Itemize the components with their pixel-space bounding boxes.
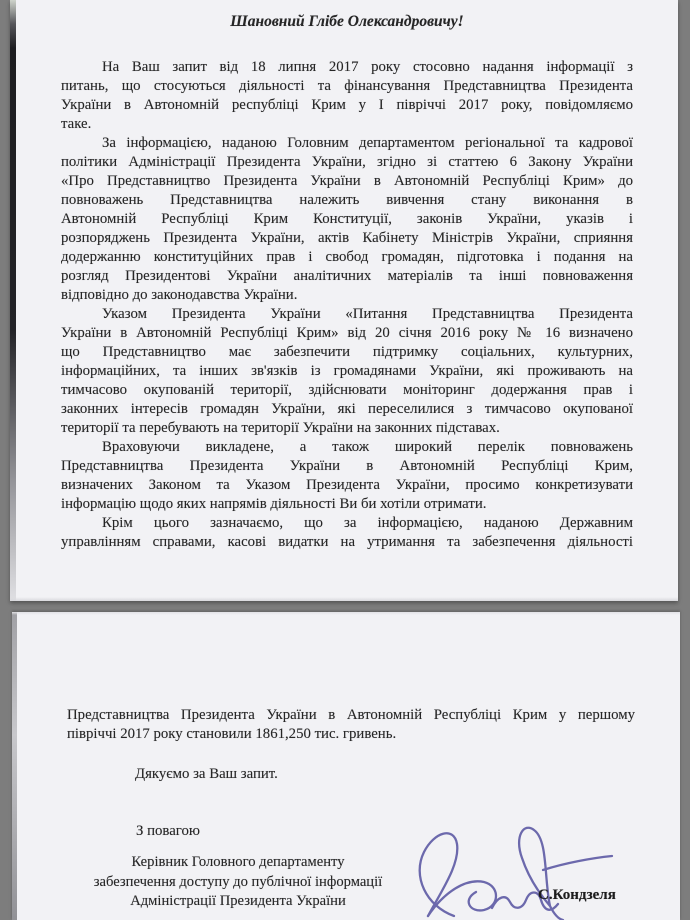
closing-line: З повагою: [136, 823, 200, 839]
text-line: таке.: [61, 116, 92, 132]
text-line: На Ваш запит від 18 липня 2017 року стосовно надання інформації з: [102, 59, 633, 75]
signature-strokes: [420, 828, 612, 920]
text-line: За інформацією, наданою Головним департаментом регіональної та кадрової: [102, 135, 633, 151]
signoff-line: Керівник Головного департаменту: [131, 854, 345, 870]
letter-page-1: [10, 0, 678, 601]
text-line: визначених Законом та Указом Президента України, просимо конкретизувати: [61, 477, 633, 493]
text-line: України в Автономній республіці Крим у І півріччі 2017 року, повідомляємо: [61, 97, 633, 113]
text-line: відповідно до законодавства України.: [61, 287, 298, 303]
signoff-block: [78, 853, 398, 912]
text-line: Крім цього зазначаємо, що за інформацією, наданою Державним: [102, 515, 633, 531]
text-line: розпоряджень Президента України, актів Кабінету Міністрів України, сприяння: [61, 230, 633, 246]
letter-body-page2: [67, 706, 635, 744]
text-line: інформацію щодо яких напрямів діяльності Ви би хотіли отримати.: [61, 496, 487, 512]
thanks-line: Дякуємо за Ваш запит.: [135, 766, 278, 782]
text-line: «Про Представництво Президента України в Автономній Республіці Крим» до: [61, 173, 633, 189]
signer-name: С.Кондзеля: [538, 887, 616, 903]
text-line: розгляд Президентові України аналітичних матеріалів та інші повноваження: [61, 268, 633, 284]
text-line: Автономній Республіці Крим Конституції, законів України, указів і: [61, 211, 633, 227]
text-line: тимчасово окупованій території, здійснювати моніторинг додержання прав і: [61, 382, 633, 398]
salutation: Шановний Глібе Олександровичу!: [230, 13, 464, 30]
signoff-line: Адміністрації Президента України: [130, 893, 346, 909]
text-line: додержанню конституційних прав і свобод громадян, підготовка і подання на: [61, 249, 633, 265]
text-line: політики Адміністрації Президента України, згідно зі статтею 6 Закону України: [61, 154, 633, 170]
text-line: території та перебувають на території України на законних підставах.: [61, 420, 500, 436]
text-line: питань, що стосуються діяльності та фінансування Представництва Президента: [61, 78, 633, 94]
text-line: Представництва Президента України в Автономній Республіці Крим у першому: [67, 707, 635, 723]
text-line: півріччі 2017 року становили 1861,250 тис. гривень.: [67, 726, 397, 742]
letter-page-2: [12, 612, 680, 920]
text-line: законних інтересів громадян України, які переселилися з тимчасово окупованої: [61, 401, 633, 417]
text-line: що Представництво має забезпечити підтримку соціальних, культурних,: [61, 344, 633, 360]
signoff-line: забезпечення доступу до публічної інформації: [93, 873, 383, 890]
text-line: інформаційних, та інших зв'язків із громадянами України, які проживають на: [61, 363, 633, 379]
letter-body-page1: [61, 58, 633, 552]
text-line: Враховуючи викладене, а також широкий перелік повноважень: [102, 439, 633, 455]
text-line: України в Автономній Республіці Крим» від 20 січня 2016 року № 16 визначено: [61, 325, 633, 341]
text-line: управлінням справами, касові видатки на утримання та забезпечення діяльності: [61, 534, 633, 550]
text-line: Указом Президента України «Питання Представництва Президента: [102, 306, 633, 322]
text-line: повноважень Представництва належить вивчення стану виконання в: [61, 192, 633, 208]
text-line: Представництва Президента України в Автономній Республіці Крим,: [61, 458, 633, 474]
